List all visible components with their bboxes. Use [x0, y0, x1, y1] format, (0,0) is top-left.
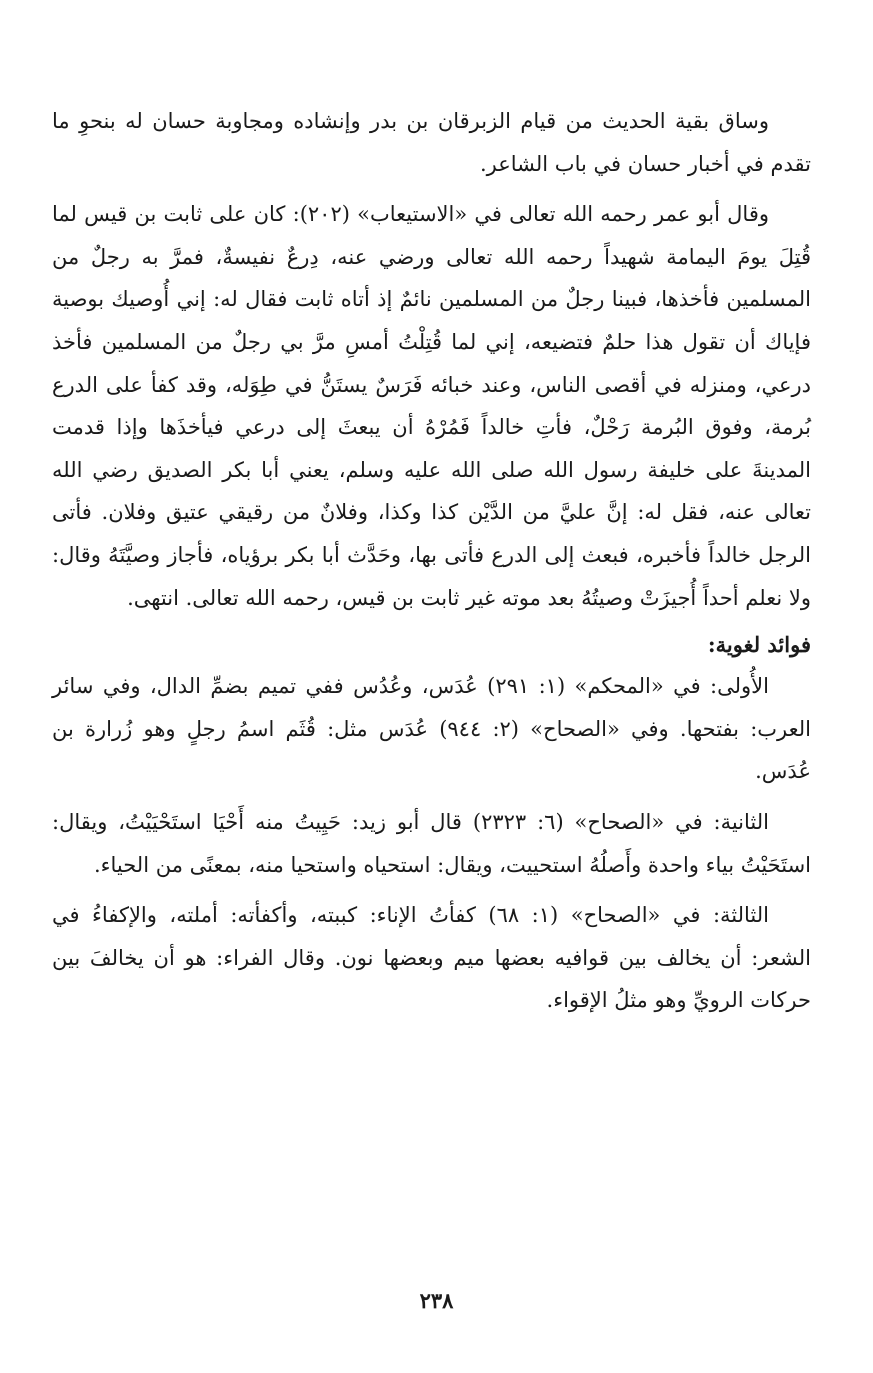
paragraph-note-first: الأُولى: في «المحكم» (١: ٢٩١) عُدَس، وعُدُس ففي تميم بضمِّ الدال، وفي سائر العرب: بفتحها. وفي «الصحاح» (٢: ٩٤٤) عُدَس مثل: قُثَم اسمُ رجلٍ وهو زُرارة بن عُدَس. — [52, 674, 811, 784]
page-body — [52, 100, 811, 1022]
page-number: ٢٣٨ — [419, 1288, 454, 1313]
section-heading-linguistic-notes: فوائد لغوية: — [707, 632, 811, 658]
paragraph-note-third: الثالثة: في «الصحاح» (١: ٦٨) كفأتُ الإناء: كببته، وأكفأته: أملته، والإكفاءُ في الشعر: أن يخالف بين قوافيه بعضها ميم وبعضها نون. وقال الفراء: هو أن يخالفَ بين حركات الرويِّ وهو مثلُ الإقواء. — [52, 903, 812, 1013]
paragraph-hadith-continuation: وساق بقية الحديث من قيام الزبرقان بن بدر وإنشاده ومجاوبة حسان له بنحوِ ما تقدم في أخبار حسان في باب الشاعر. — [52, 109, 811, 176]
paragraph-note-second: الثانية: في «الصحاح» (٦: ٢٣٢٣) قال أبو زيد: حَيِيتُ منه أَحْيَا استَحْيَيْتُ، ويقال: استَحَيْتُ بياء واحدة وأَصلُهُ استحييت، ويقال: استحياه واستحيا منه، بمعنًى من الحياء. — [52, 809, 811, 877]
paragraph-istiab-narration: وقال أبو عمر رحمه الله تعالى في «الاستيعاب» (٢٠٢): كان على ثابت بن قيس لما قُتِلَ يومَ اليمامة شهيداً رحمه الله تعالى ورضي عنه، دِرعٌ نفيسةٌ، فمرَّ به رجلٌ من المسلمين فأخذها، فبينا رجلٌ من المسلمين نائمٌ إذ أتاه ثابت فقال له: إني أُوصيك بوصية فإياك أن تقول هذا حلمٌ فتضيعه، إني لما قُتِلْتُ أمسِ مرَّ بي رجلٌ من المسلمين فأخذ درعي، ومنزله في أقصى الناس، وعند خبائه فَرَسٌ يستَنُّ في طِوَله، وقد كفأ على الدرع بُرمة، وفوق البُرمة رَحْلٌ، فأتِ خالداً فَمُرْهُ أن يبعثَ إلى درعي فيأخذَها وإذا قدمت المدينةَ على خليفة رسول الله صلى الله عليه وسلم، يعني أبا بكر الصديق رضي الله تعالى عنه، فقل له: إنَّ عليَّ من الدَّيْن كذا وكذا، وفلانٌ من رقيقي عتيق وفلان. فأتى الرجل خالداً فأخبره، فبعث إلى الدرع فأتى بها، وحَدَّث أبا بكر برؤياه، فأجاز وصيَّتَهُ وقال: ولا نعلم أحداً أُجيزَتْ وصيتُهُ بعد موته غير ثابت بن قيس، رحمه الله تعالى. انتهى. — [52, 202, 811, 610]
